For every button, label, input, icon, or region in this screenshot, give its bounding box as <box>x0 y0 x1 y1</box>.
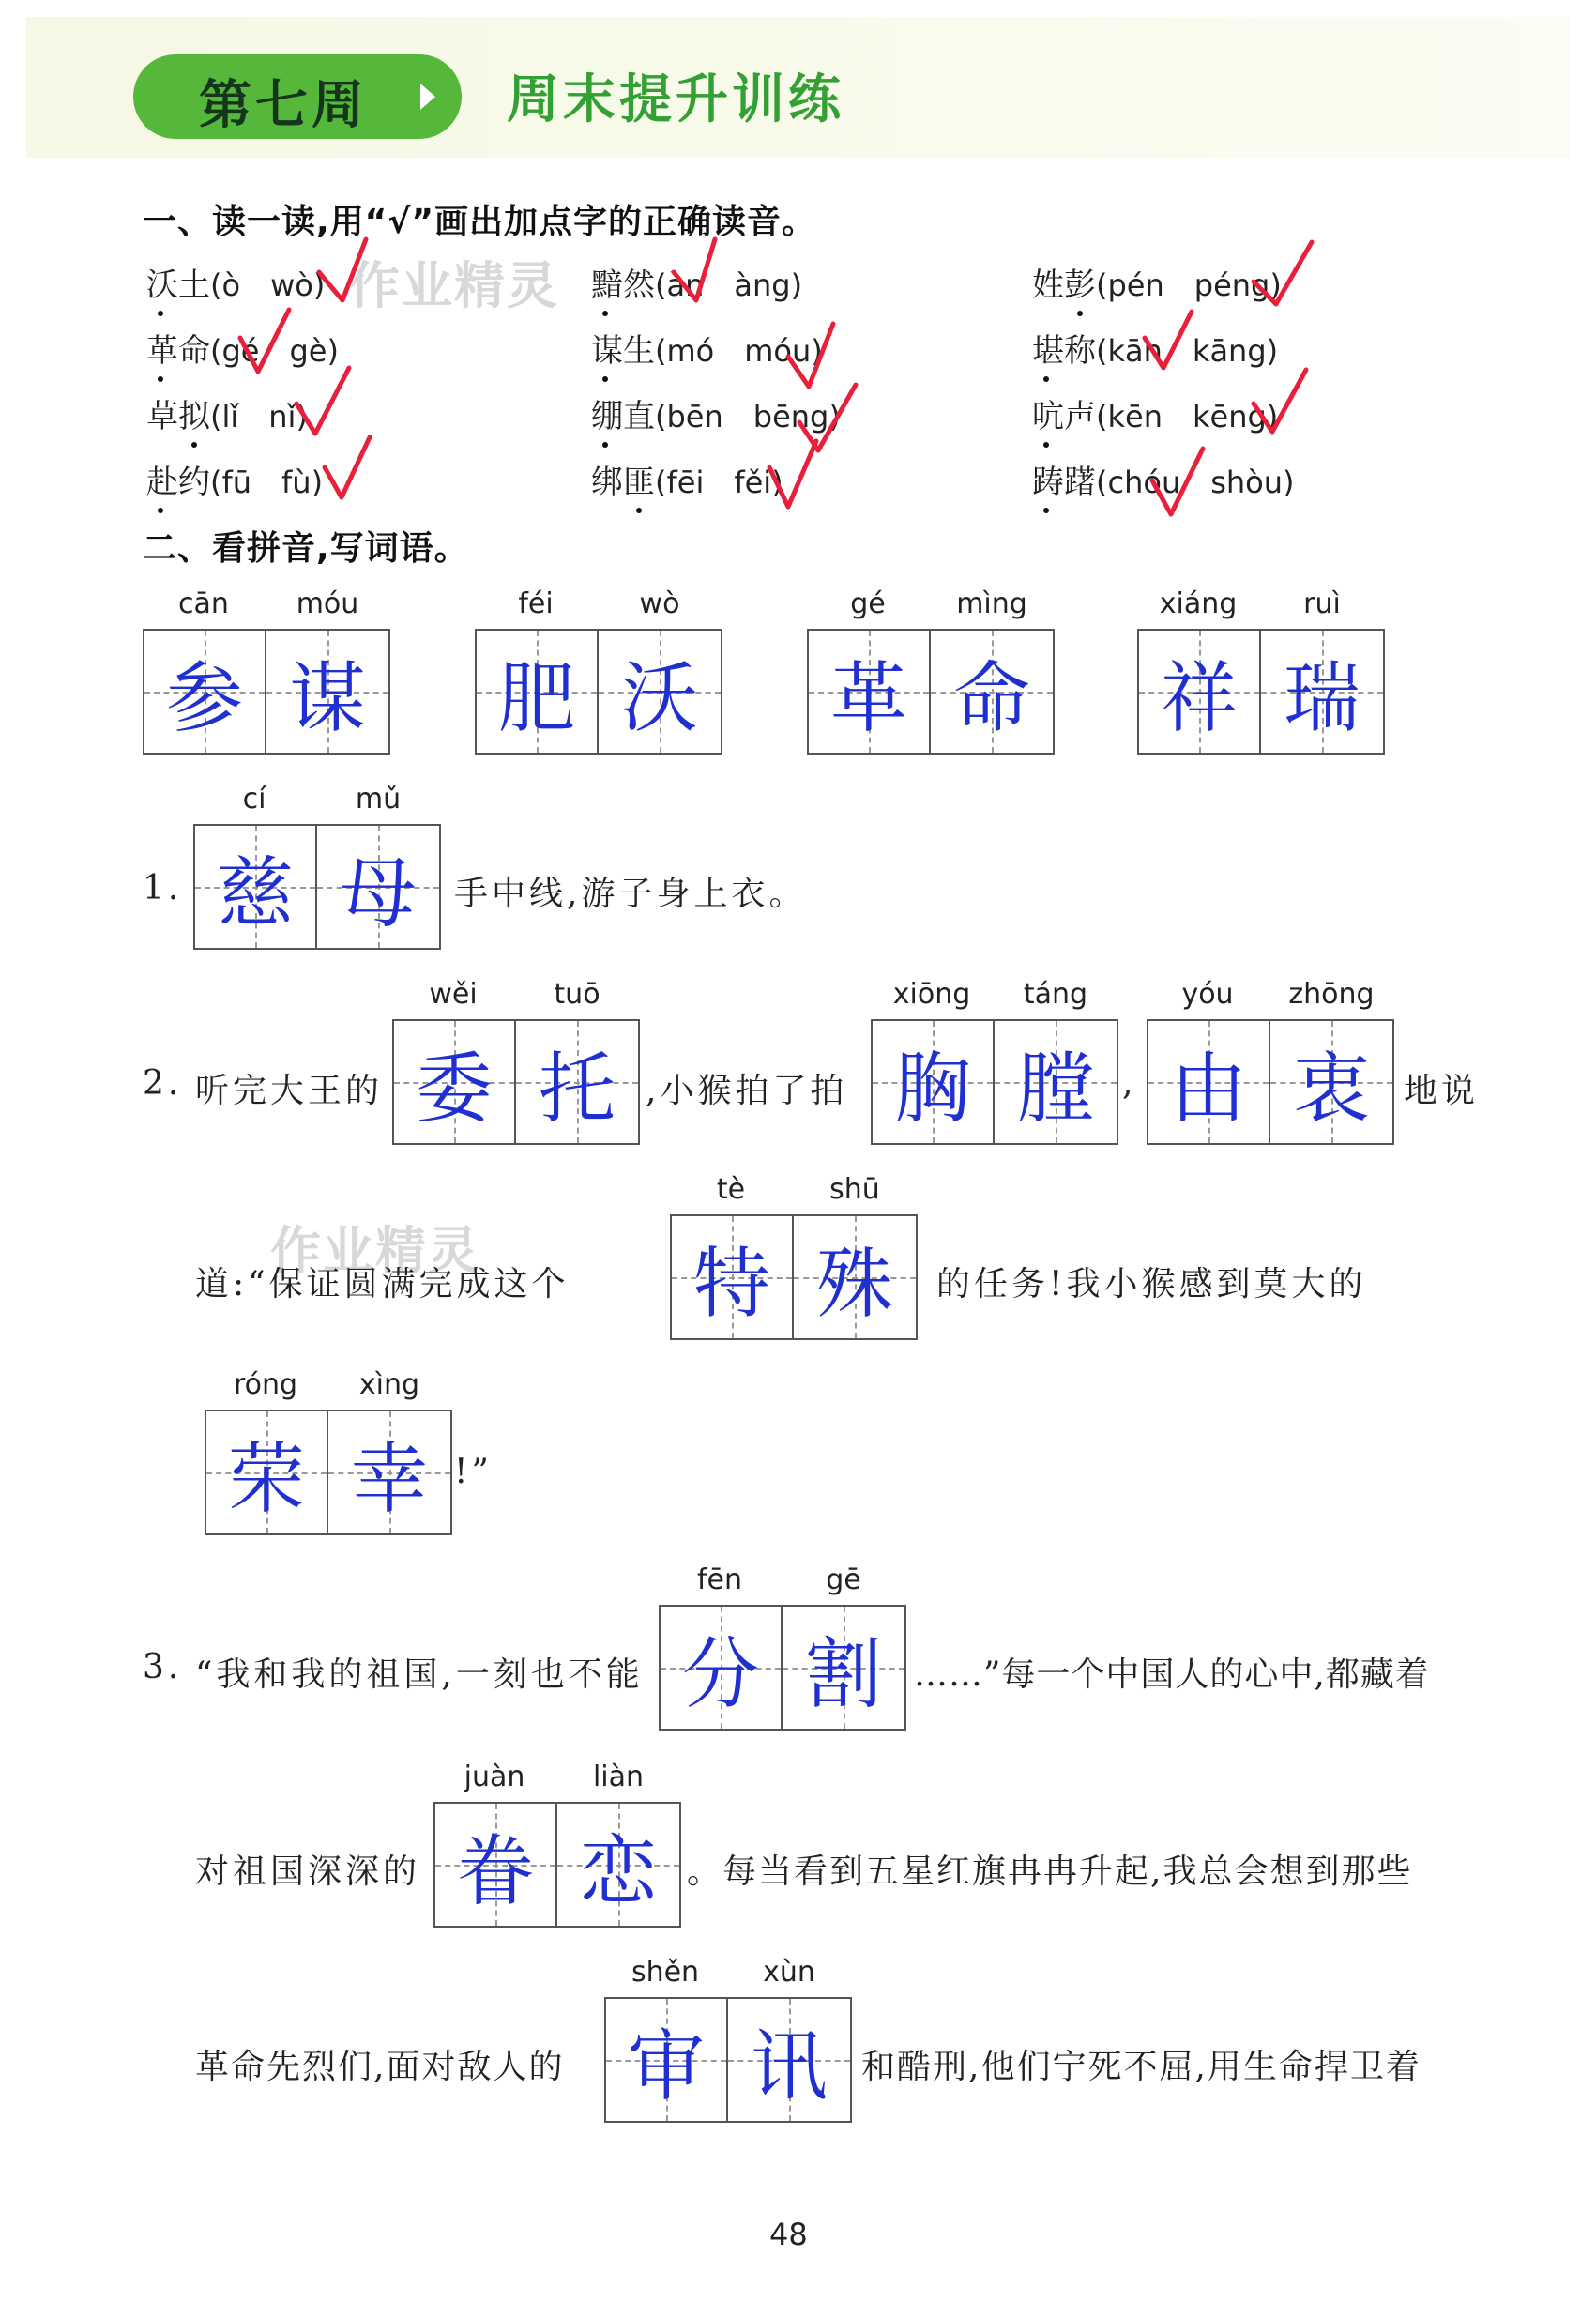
pron-options: (lǐ nǐ) <box>210 399 308 435</box>
tianzige-box <box>1147 1019 1394 1145</box>
tianzige-box <box>659 1605 906 1731</box>
sentence-number: 3. <box>143 1648 183 1686</box>
written-char: 谋 <box>288 653 366 743</box>
pron-word: 绷直 <box>591 398 655 435</box>
sentence-text: 对祖国深深的 <box>195 1853 421 1891</box>
check-icon <box>325 437 370 497</box>
written-char: 分 <box>681 1629 759 1719</box>
tianzige-box <box>807 629 1055 755</box>
pinyin-label: fēn <box>696 1563 743 1596</box>
pron-options: (bēn bēng) <box>655 399 841 435</box>
pinyin-label: róng <box>233 1368 298 1401</box>
tianzige-box <box>205 1410 452 1535</box>
pron-options: (mó móu) <box>655 333 823 369</box>
pron-word: 革命 <box>146 332 210 370</box>
pinyin-label: xùn <box>763 1956 815 1989</box>
pinyin-label: cān <box>178 587 229 620</box>
written-char: 托 <box>538 1044 616 1134</box>
check-icon <box>769 441 816 507</box>
pinyin-label: zhōng <box>1288 978 1375 1011</box>
tianzige-box <box>1137 629 1385 755</box>
pinyin-label: wěi <box>429 978 478 1011</box>
check-icon <box>799 385 856 450</box>
check-icon <box>674 239 715 300</box>
pinyin-label: tuō <box>554 978 600 1011</box>
tianzige-box <box>475 629 722 755</box>
written-char: 眷 <box>456 1826 534 1916</box>
pron-options: (àn àng) <box>655 267 803 303</box>
written-char: 革 <box>829 653 907 743</box>
pron-word: 吭声 <box>1032 398 1096 435</box>
pinyin-label: cí <box>242 783 266 816</box>
written-char: 慈 <box>216 848 294 938</box>
written-char: 讯 <box>750 2021 828 2112</box>
written-char: 命 <box>952 653 1030 743</box>
written-char: 由 <box>1169 1044 1247 1134</box>
part2-heading: 二、看拼音,写词语。 <box>143 529 469 568</box>
pinyin-label: táng <box>1023 978 1088 1011</box>
watermark: 作业精灵 <box>349 256 559 315</box>
check-icon <box>296 368 349 434</box>
sentence-text: 听完大王的 <box>195 1072 384 1110</box>
written-char: 恋 <box>579 1826 657 1916</box>
sentence-text: 道:“保证圆满完成这个 <box>195 1265 570 1304</box>
written-char: 幸 <box>350 1434 428 1524</box>
pron-options: (fēi fěi) <box>655 465 783 500</box>
page-number: 48 <box>769 2217 808 2252</box>
pinyin-label: féi <box>518 587 554 620</box>
watermark: 作业精灵 <box>270 1221 480 1280</box>
pinyin-label: mǔ <box>355 783 402 816</box>
written-char: 祥 <box>1160 653 1238 743</box>
section-title: 周末提升训练 <box>507 69 844 130</box>
check-icon <box>1152 449 1203 514</box>
pinyin-label: mìng <box>956 587 1027 620</box>
pinyin-label: xìng <box>358 1368 420 1401</box>
pron-options: (pén péng) <box>1096 267 1282 303</box>
week-label: 第七周 <box>199 75 368 136</box>
sentence-text: !” <box>454 1453 493 1491</box>
sentence-text: 地说 <box>1404 1072 1480 1110</box>
written-char: 参 <box>165 653 243 743</box>
written-char: 委 <box>415 1044 493 1134</box>
pron-word: 堪称 <box>1032 332 1096 370</box>
written-char: 母 <box>339 848 417 938</box>
sentence-text: , <box>1122 1064 1137 1103</box>
pinyin-label: ruì <box>1303 587 1341 620</box>
pron-word: 谋生 <box>591 332 655 370</box>
pinyin-label: shěn <box>631 1956 700 1989</box>
written-char: 殊 <box>815 1239 893 1329</box>
written-char: 瑞 <box>1283 653 1360 743</box>
pinyin-label: móu <box>296 587 359 620</box>
tianzige-box <box>193 824 441 950</box>
sentence-text: 手中线,游子身上衣。 <box>454 875 807 913</box>
tianzige-box <box>871 1019 1118 1145</box>
written-char: 割 <box>804 1629 882 1719</box>
written-char: 肥 <box>497 653 575 743</box>
pron-word: 绑匪 <box>591 464 655 501</box>
pron-word: 草拟 <box>146 398 210 435</box>
tianzige-box <box>392 1019 640 1145</box>
sentence-text: ……”每一个中国人的心中,都藏着 <box>914 1655 1430 1694</box>
check-icon <box>1254 242 1312 304</box>
pron-options: (ò wò) <box>210 267 326 303</box>
pron-options: (gé gè) <box>210 333 339 369</box>
sentence-text: 和酷刑,他们宁死不屈,用生命捍卫着 <box>861 2048 1421 2086</box>
pinyin-label: wò <box>639 587 680 620</box>
tianzige-box <box>143 629 390 755</box>
check-marks-overlay <box>0 0 1596 563</box>
sentence-number: 2. <box>143 1064 183 1103</box>
check-icon <box>788 324 833 387</box>
pinyin-label: xiōng <box>892 978 971 1011</box>
tianzige-box <box>604 1997 852 2123</box>
check-icon <box>1254 370 1306 432</box>
tianzige-box <box>433 1802 681 1928</box>
pron-word: 沃土 <box>146 267 210 304</box>
tianzige-box <box>670 1214 918 1340</box>
part1-heading: 一、读一读,用“√”画出加点字的正确读音。 <box>143 203 817 241</box>
written-char: 沃 <box>620 653 698 743</box>
pinyin-label: liàn <box>592 1761 645 1793</box>
check-icon <box>1145 312 1192 368</box>
written-char: 特 <box>692 1239 770 1329</box>
written-char: 膛 <box>1016 1044 1094 1134</box>
pron-word: 赴约 <box>146 464 210 501</box>
written-char: 胸 <box>893 1044 971 1134</box>
pron-options: (kān kāng) <box>1096 333 1279 369</box>
pron-word: 踌躇 <box>1032 464 1096 501</box>
pinyin-label: gē <box>826 1563 861 1596</box>
sentence-number: 1. <box>143 869 183 907</box>
pron-options: (kēn kēng) <box>1096 399 1279 435</box>
pron-options: (fū fù) <box>210 465 324 500</box>
check-icon <box>240 310 289 372</box>
pinyin-label: tè <box>716 1173 746 1206</box>
pron-word: 姓彭 <box>1032 267 1096 304</box>
pinyin-label: yóu <box>1181 978 1234 1011</box>
pinyin-label: xiáng <box>1159 587 1238 620</box>
pinyin-label: shū <box>829 1173 880 1206</box>
written-char: 衷 <box>1292 1044 1370 1134</box>
pinyin-label: gé <box>850 587 886 620</box>
sentence-text: 的任务!我小猴感到莫大的 <box>936 1265 1367 1304</box>
sentence-text: 。每当看到五星红旗冉冉升起,我总会想到那些 <box>687 1853 1413 1891</box>
written-char: 荣 <box>227 1434 305 1524</box>
sentence-text: “我和我的祖国,一刻也不能 <box>195 1655 644 1694</box>
pron-word: 黯然 <box>591 267 655 304</box>
sentence-text: ,小猴拍了拍 <box>646 1072 848 1110</box>
pron-options: (chóu shòu) <box>1096 465 1295 500</box>
pinyin-label: juàn <box>464 1761 525 1793</box>
written-char: 审 <box>627 2021 705 2112</box>
sentence-text: 革命先烈们,面对敌人的 <box>195 2048 565 2086</box>
